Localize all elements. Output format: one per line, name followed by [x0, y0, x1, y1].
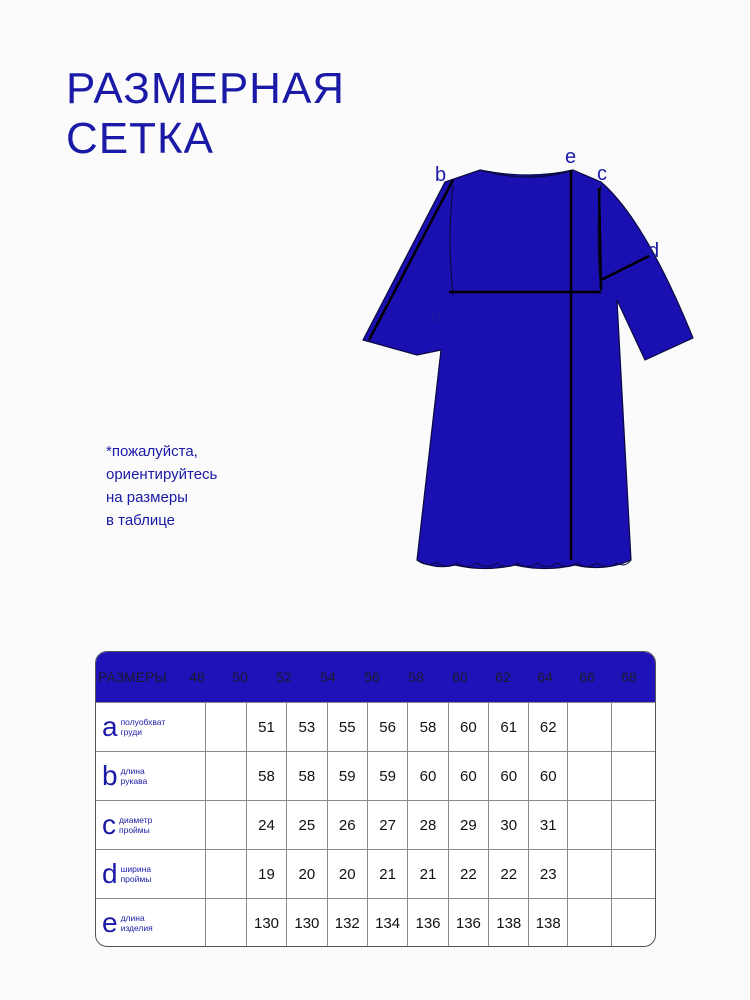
- header-size: 48: [189, 669, 205, 685]
- row-description-line-1: длина: [120, 913, 145, 923]
- row-description: [121, 717, 166, 737]
- row-description: [121, 913, 153, 933]
- table-cell: 130: [247, 899, 287, 947]
- table-cell: 22: [489, 850, 529, 898]
- table-cell: 56: [368, 703, 408, 751]
- table-cell: 21: [408, 850, 448, 898]
- label-a: a: [431, 305, 443, 327]
- table-cell: [568, 801, 612, 849]
- table-cell: 31: [529, 801, 568, 849]
- table-cell: 60: [529, 752, 568, 800]
- table-cell: [612, 703, 655, 751]
- table-cell: 24: [247, 801, 287, 849]
- table-cell: [612, 850, 655, 898]
- table-row: [96, 752, 655, 800]
- row-description: [121, 864, 152, 884]
- row-description-line-2: проймы: [120, 874, 152, 884]
- table-cell: 58: [287, 752, 327, 800]
- row-label: [96, 801, 206, 849]
- table-cell: 130: [287, 899, 327, 947]
- row-letter: d: [102, 858, 118, 889]
- row-label: [96, 703, 206, 751]
- row-label: [96, 850, 206, 898]
- table-cell: 21: [368, 850, 408, 898]
- table-cell: 51: [247, 703, 287, 751]
- row-description-line-2: груди: [120, 727, 142, 737]
- table-cell: 58: [247, 752, 287, 800]
- table-cell: 20: [287, 850, 327, 898]
- row-letter: c: [102, 809, 116, 840]
- table-cell: 136: [408, 899, 448, 947]
- row-description-line-1: длина: [120, 766, 145, 776]
- row-letter: a: [102, 711, 118, 742]
- row-description-line-1: полуобхват: [120, 717, 166, 727]
- header-size: 68: [621, 669, 637, 685]
- header-label: РАЗМЕРЫ: [98, 669, 167, 685]
- row-description: [119, 815, 152, 835]
- table-cell: 134: [368, 899, 408, 947]
- size-table-header: [96, 652, 655, 702]
- label-c: c: [597, 163, 607, 185]
- label-e: e: [565, 146, 577, 168]
- table-cell: 22: [449, 850, 489, 898]
- header-size: 58: [408, 669, 424, 685]
- table-cell: 19: [247, 850, 287, 898]
- table-cell: [568, 703, 612, 751]
- table-cell: [206, 850, 246, 898]
- table-row: [96, 850, 655, 898]
- table-cell: [612, 752, 655, 800]
- table-cell: [206, 899, 246, 947]
- page-title: [66, 64, 345, 164]
- table-cell: 55: [328, 703, 368, 751]
- label-d: d: [648, 240, 660, 262]
- row-description-line-2: проймы: [119, 825, 150, 835]
- table-cell: [206, 752, 246, 800]
- table-cell: [568, 899, 612, 947]
- table-cell: 26: [328, 801, 368, 849]
- row-label: [96, 752, 206, 800]
- table-cell: [568, 850, 612, 898]
- header-size: 52: [276, 669, 292, 685]
- header-size: 64: [537, 669, 553, 685]
- table-cell: [206, 703, 246, 751]
- table-cell: [612, 899, 655, 947]
- table-cell: 25: [287, 801, 327, 849]
- table-cell: 132: [328, 899, 368, 947]
- row-description-line-1: диаметр: [119, 815, 153, 825]
- label-b: b: [435, 164, 447, 186]
- row-letter: b: [102, 760, 118, 791]
- row-description: [121, 766, 148, 786]
- table-cell: 60: [489, 752, 529, 800]
- table-cell: [206, 801, 246, 849]
- header-size: 56: [364, 669, 380, 685]
- table-cell: 60: [408, 752, 448, 800]
- table-cell: 62: [529, 703, 568, 751]
- header-size: 66: [579, 669, 595, 685]
- table-cell: 60: [449, 703, 489, 751]
- table-row: [96, 801, 655, 849]
- table-row: [96, 703, 655, 751]
- table-cell: [612, 801, 655, 849]
- row-description-line-2: изделия: [120, 923, 153, 933]
- note-line-2: ориентируйтесь: [106, 466, 218, 483]
- table-cell: 27: [368, 801, 408, 849]
- table-row: [96, 899, 655, 947]
- row-letter: e: [102, 907, 118, 938]
- table-cell: [568, 752, 612, 800]
- table-cell: 60: [449, 752, 489, 800]
- table-cell: 53: [287, 703, 327, 751]
- size-table: [95, 651, 656, 947]
- table-cell: 59: [368, 752, 408, 800]
- title-line-2: СЕТКА: [66, 114, 214, 163]
- note-line-4: в таблице: [106, 512, 175, 529]
- size-note: [106, 440, 217, 532]
- table-cell: 136: [449, 899, 489, 947]
- dress-shape: [363, 170, 693, 569]
- table-cell: 58: [408, 703, 448, 751]
- table-cell: 59: [328, 752, 368, 800]
- header-size: 62: [495, 669, 511, 685]
- note-line-1: *пожалуйста,: [106, 443, 198, 460]
- note-line-3: на размеры: [106, 489, 188, 506]
- table-cell: 30: [489, 801, 529, 849]
- row-description-line-2: рукава: [120, 776, 148, 786]
- header-size: 54: [320, 669, 336, 685]
- table-cell: 23: [529, 850, 568, 898]
- title-line-1: РАЗМЕРНАЯ: [66, 64, 346, 113]
- row-description-line-1: ширина: [120, 864, 152, 874]
- header-size: 60: [452, 669, 468, 685]
- table-cell: 61: [489, 703, 529, 751]
- table-cell: 138: [489, 899, 529, 947]
- row-label: [96, 899, 206, 947]
- table-cell: 138: [529, 899, 568, 947]
- size-table-body: [96, 702, 655, 947]
- table-cell: 29: [449, 801, 489, 849]
- header-size: 50: [232, 669, 248, 685]
- dress-diagram: [355, 140, 715, 580]
- table-cell: 20: [328, 850, 368, 898]
- table-cell: 28: [408, 801, 448, 849]
